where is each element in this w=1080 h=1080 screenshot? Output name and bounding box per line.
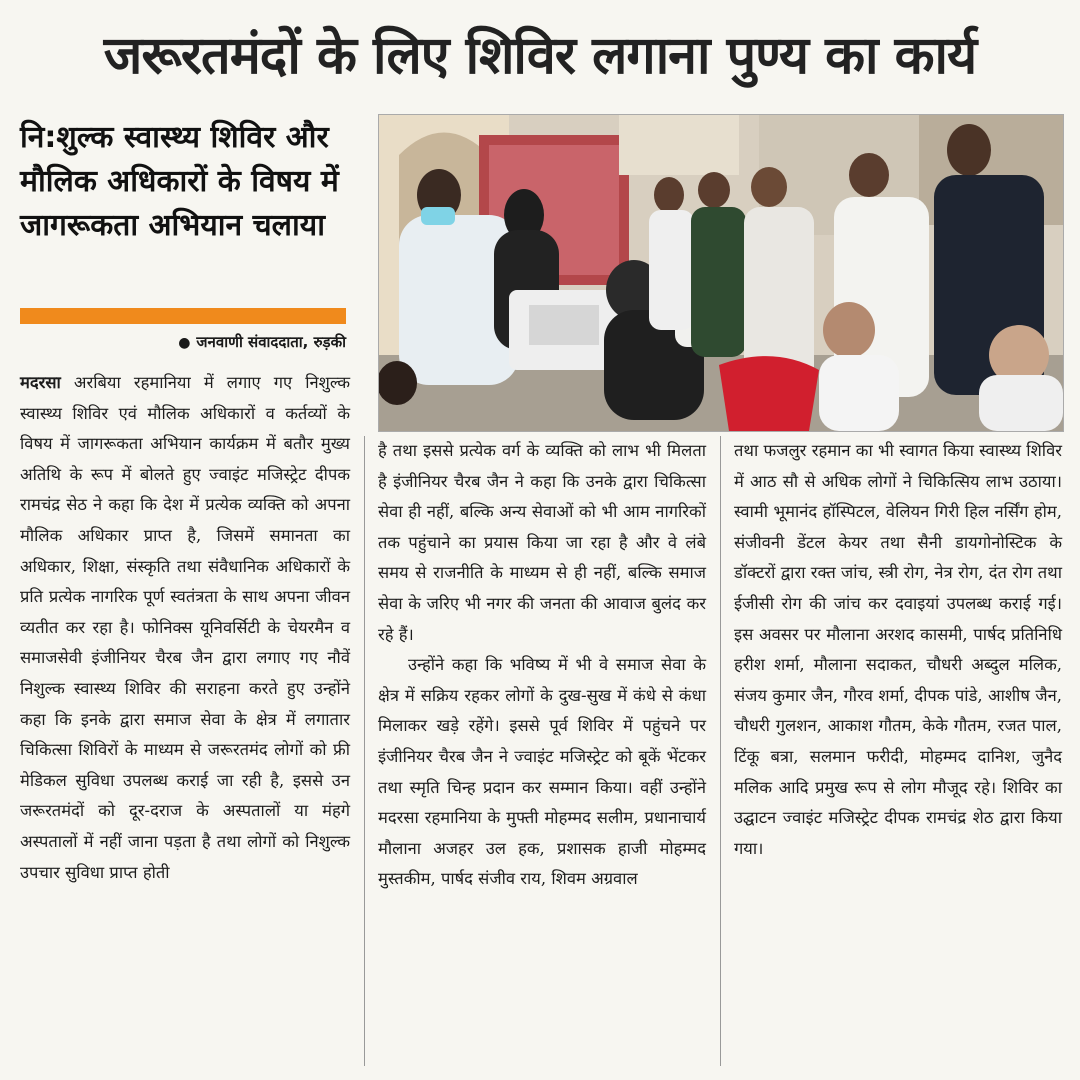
byline-text: जनवाणी संवाददाता, रुड़की — [196, 333, 346, 351]
headline: जरूरतमंदों के लिए शिविर लगाना पुण्य का कार्य — [103, 26, 977, 86]
column-3-text: तथा फजलुर रहमान का भी स्वागत किया स्वास्थ्य शिविर में आठ सौ से अधिक लोगों ने चिकित्सिय लाभ उठाया। स्वामी भूमानंद हॉस्पिटल, वेलियन गिरी हिल नर्सिंग होम, संजीवनी डेंटल केयर तथा सैनी डायगोनोस्टिक के डॉक्टरों द्वारा रक्त जांच, स्त्री रोग, नेत्र रोग, दंत रोग तथा ईजीसी रोग की जांच कर दवाइयां उपलब्ध कराई गई। इस अवसर पर मौलाना अरशद कासमी, पार्षद प्रतिनिधि हरीश शर्मा, मौलाना सदाकत, चौधरी अब्दुल मलिक, संजय कुमार जैन, गौरव शर्मा, दीपक पांडे, आशीष जैन, चौधरी गुलशन, आकाश गौतम, केके गौतम, रजत पाल, टिंकू बत्रा, सलमान फरीदी, मोहम्मद दानिश, जुनैद मलिक आदि प्रमुख रूप से लोग मौजूद रहे। शिविर का उद्घाटन ज्वाइंट मजिस्ट्रेट दीपक रामचंद्र शेठ द्वारा किया गया। — [734, 441, 1062, 858]
news-photo — [378, 114, 1064, 432]
bullet-icon: ● — [178, 335, 191, 351]
medical-camp-photo — [379, 115, 1063, 431]
column-2-paragraph-1: है तथा इससे प्रत्येक वर्ग के व्यक्ति को लाभ भी मिलता है इंजीनियर चैरब जैन ने कहा कि उनके द्वारा चिकित्सा सेवा ही नहीं, बल्कि अन्य सेवाओं को भी आम नागरिकों तक पहुंचाने का प्रयास किया जा रहा है और वे लंबे समय से राजनीति के माध्यम से ही नहीं, बल्कि समाज सेवा के जरिए भी नगर की जनता की आवाज बुलंद कर रहे हैं। — [378, 441, 706, 644]
column-divider — [364, 436, 365, 1066]
byline — [20, 330, 346, 355]
column-2-paragraph-2: उन्होंने कहा कि भविष्य में भी वे समाज सेवा के क्षेत्र में सक्रिय रहकर लोगों के दुख-सुख में कंधे से कंधा मिलाकर खड़े रहेंगे। इससे पूर्व शिविर में पहुंचने पर इंजीनियर चैरब जैन ने ज्वाइंट मजिस्ट्रेट को बूकें भेंटकर तथा स्मृति चिन्ह प्रदान कर सम्मान किया। वहीं उन्होंने मदरसा रहमानिया के मुफ्ती मोहम्मद सलीम, प्रधानाचार्य मौलाना अजहर उल हक, प्रशासक हाजी मोहम्मद मुस्तकीम, पार्षद संजीव राय, शिवम अग्रवाल — [378, 655, 706, 889]
subheadline: नि:शुल्क स्वास्थ्य शिविर और मौलिक अधिकारों के विषय में जागरूकता अभियान चलाया — [20, 120, 339, 243]
accent-bar — [20, 308, 346, 324]
column-divider — [720, 436, 721, 1066]
article-column-1 — [20, 368, 350, 888]
lead-word: मदरसा — [20, 373, 61, 392]
column-1-text: अरबिया रहमानिया में लगाए गए निशुल्क स्वास्थ्य शिविर एवं मौलिक अधिकारों व कर्तव्यों के विषय में जागरूकता अभियान कार्यक्रम में बतौर मुख्य अतिथि के रूप में बोलते हुए ज्वाइंट मजिस्ट्रेट दीपक रामचंद्र सेठ ने कहा कि देश में प्रत्येक व्यक्ति को अपना मौलिक अधिकार प्राप्त है, जिसमें समानता का अधिकार, शिक्षा, संस्कृति तथा संवैधानिक अधिकारों के प्रति प्रत्येक नागरिक पूर्ण स्वतंत्रता के साथ अपना जीवन व्यतीत कर रहा है। फोनिक्स यूनिवर्सिटी के चेयरमैन व समाजसेवी इंजीनियर चैरब जैन द्वारा लगाए गए नौवें निशुल्क स्वास्थ्य शिविर की सराहना करते हुए उन्होंने कहा कि इनके द्वारा समाज सेवा के क्षेत्र में लगातार चिकित्सा शिविरों के माध्यम से जरूरतमंद लोगों को फ्री मेडिकल सुविधा उपलब्ध कराई जा रही है, इससे उन जरूरतमंदों को दूर-दराज के अस्पतालों या मंहगे अस्पतालों में नहीं जाना पड़ता है तथा लोगों को निशुल्क उपचार सुविधा प्राप्त होती — [20, 373, 350, 882]
article-column-2 — [378, 436, 706, 895]
article-column-3 — [734, 436, 1062, 864]
